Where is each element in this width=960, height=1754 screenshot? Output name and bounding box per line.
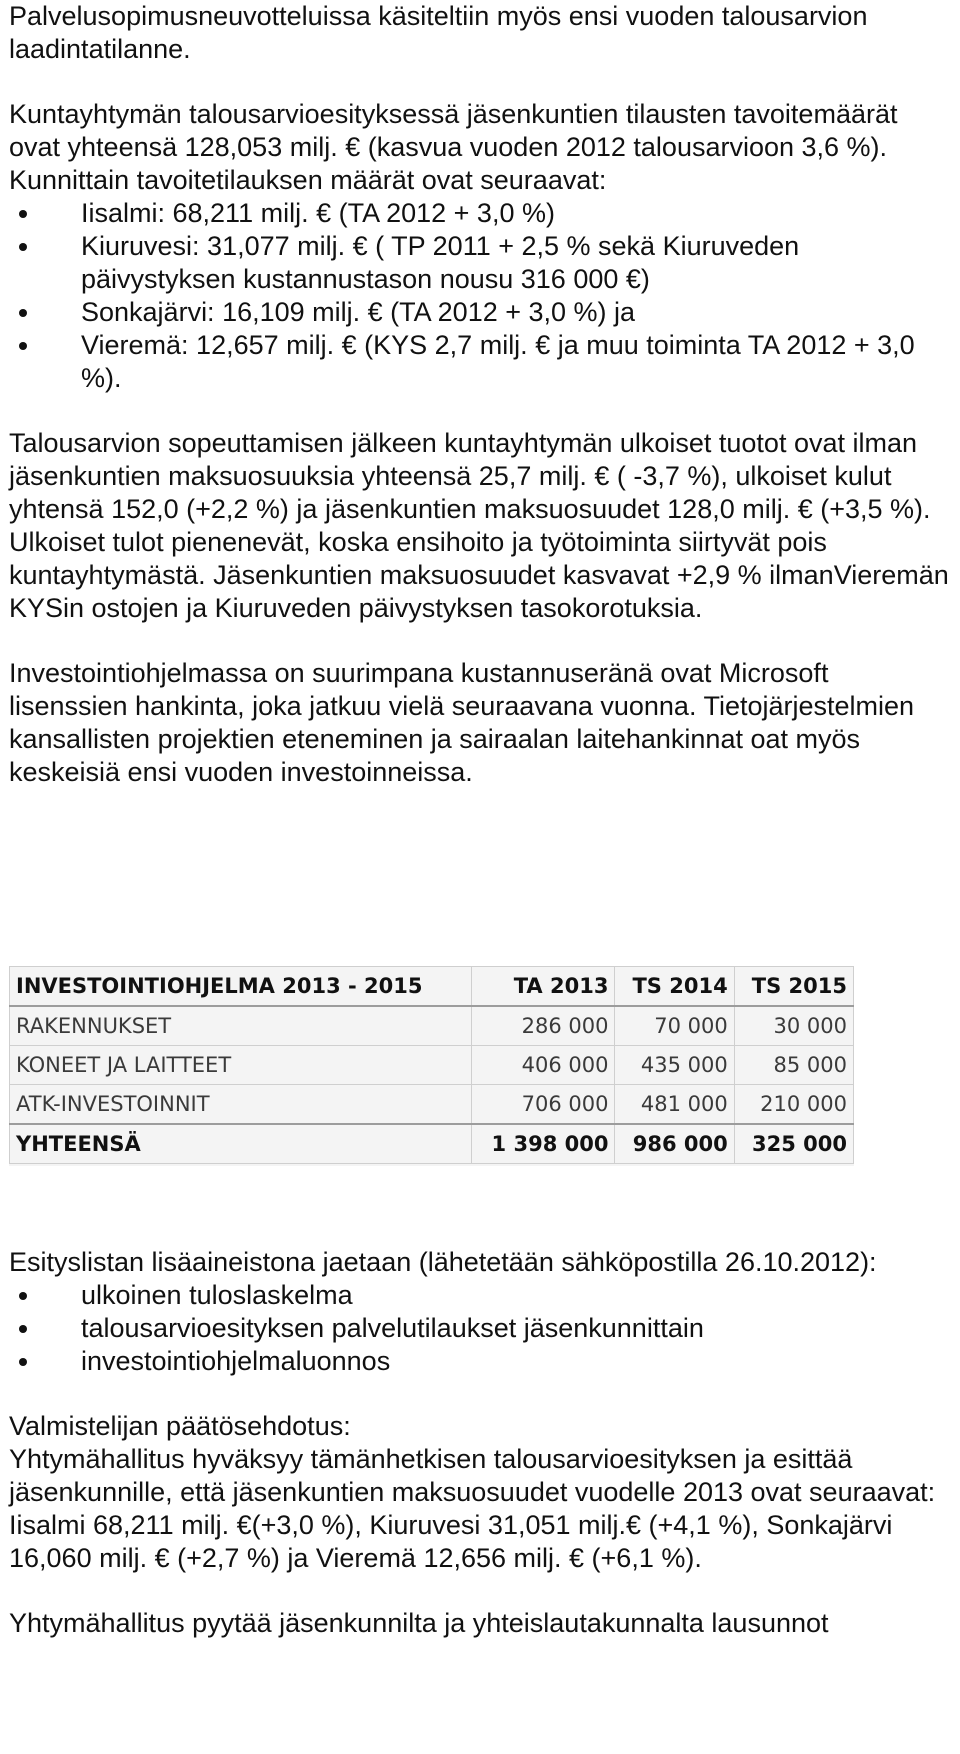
table-cell: 70 000: [615, 1006, 734, 1046]
table-row: [10, 1006, 854, 1046]
list-item: talousarvioesityksen palvelutilaukset jäsenkunnittain: [9, 1312, 954, 1345]
table-cell: RAKENNUKSET: [10, 1006, 472, 1046]
table-cell: 706 000: [472, 1085, 615, 1125]
list-item: Vieremä: 12,657 milj. € (KYS 2,7 milj. € ja muu toiminta TA 2012 + 3,0 %).: [9, 329, 954, 395]
table-cell: 406 000: [472, 1046, 615, 1085]
table-cell: 986 000: [615, 1124, 734, 1164]
table-row: [10, 1046, 854, 1085]
table-total-row: [10, 1124, 854, 1164]
table-cell: 85 000: [734, 1046, 853, 1085]
paragraph-investments: Investointiohjelmassa on suurimpana kustannuseränä ovat Microsoft lisenssien hankinta, joka jatkuu vielä seuraavana vuonna. Tietojärjestelmien kansallisten projektien eteneminen ja sairaalan laitehankinnat oat myös keskeisiä ensi vuoden investoinneissa.: [9, 658, 915, 787]
document-page: [9, 0, 954, 789]
table-cell: 30 000: [734, 1006, 853, 1046]
table-header: INVESTOINTIOHJELMA 2013 - 2015: [10, 967, 472, 1007]
paragraph-intro: Palvelusopimusneuvotteluissa käsiteltiin myös ensi vuoden talousarvion laadintatilanne.: [9, 1, 868, 64]
list-item: ulkoinen tuloslaskelma: [9, 1279, 954, 1312]
table-row: [10, 1085, 854, 1125]
table-cell: KONEET JA LAITTEET: [10, 1046, 472, 1085]
document-page-continued: [9, 1246, 954, 1640]
municipality-target-list: [9, 197, 954, 395]
table-cell: 481 000: [615, 1085, 734, 1125]
attachment-list: [9, 1279, 954, 1378]
proposal-last-line: Yhtymähallitus pyytää jäsenkunnilta ja yhteislautakunnalta lausunnot: [9, 1608, 829, 1638]
table-cell: YHTEENSÄ: [10, 1124, 472, 1164]
list-item: Iisalmi: 68,211 milj. € (TA 2012 + 3,0 %): [9, 197, 954, 230]
table-header-row: [10, 967, 854, 1007]
table-header: TA 2013: [472, 967, 615, 1007]
table-cell: 210 000: [734, 1085, 853, 1125]
table-cell: 325 000: [734, 1124, 853, 1164]
proposal-text: Yhtymähallitus hyväksyy tämänhetkisen talousarvioesityksen ja esittää jäsenkunnille, että jäsenkuntien maksuosuudet vuodelle 2013 ovat seuraavat: Iisalmi 68,211 milj. €(+3,0 %), Kiuruvesi 31,051 milj.€ (+4,1 %), Sonkajärvi 16,060 milj. € (+2,7 %) ja Vieremä 12,656 milj. € (+6,1 %).: [9, 1444, 936, 1573]
table-header: TS 2015: [734, 967, 853, 1007]
proposal-heading: Valmistelijan päätösehdotus:: [9, 1411, 351, 1441]
paragraph-targets: Kuntayhtymän talousarvioesityksessä jäsenkuntien tilausten tavoitemäärät ovat yhteensä 128,053 milj. € (kasvua vuoden 2012 talousarvioon 3,6 %). Kunnittain tavoitetilauksen määrät ovat seuraavat:: [9, 99, 898, 195]
list-item: Sonkajärvi: 16,109 milj. € (TA 2012 + 3,0 %) ja: [9, 296, 954, 329]
table-header: TS 2014: [615, 967, 734, 1007]
investment-table-image: [9, 966, 854, 1166]
list-item: Kiuruvesi: 31,077 milj. € ( TP 2011 + 2,5 % sekä Kiuruveden päivystyksen kustannustason nousu 316 000 €): [9, 230, 954, 296]
table-cell: 435 000: [615, 1046, 734, 1085]
paragraph-adjustment: Talousarvion sopeuttamisen jälkeen kuntayhtymän ulkoiset tuotot ovat ilman jäsenkuntien maksuosuuksia yhteensä 25,7 milj. € ( -3,7 %), ulkoiset kulut yhtensä 152,0 (+2,2 %) ja jäsenkuntien maksuosuudet 128,0 milj. € (+3,5 %). Ulkoiset tulot pienenevät, koska ensihoito ja työtoiminta siirtyvät pois kuntayhtymästä. Jäsenkuntien maksuosuudet kasvavat +2,9 % ilmanVieremän KYSin ostojen ja Kiuruveden päivystyksen tasokorotuksia.: [9, 428, 949, 623]
paragraph-attachments: Esityslistan lisäaineistona jaetaan (lähetetään sähköpostilla 26.10.2012):: [9, 1247, 877, 1277]
investment-table: [9, 966, 854, 1164]
table-cell: ATK-INVESTOINNIT: [10, 1085, 472, 1125]
table-cell: 286 000: [472, 1006, 615, 1046]
table-cell: 1 398 000: [472, 1124, 615, 1164]
list-item: investointiohjelmaluonnos: [9, 1345, 954, 1378]
